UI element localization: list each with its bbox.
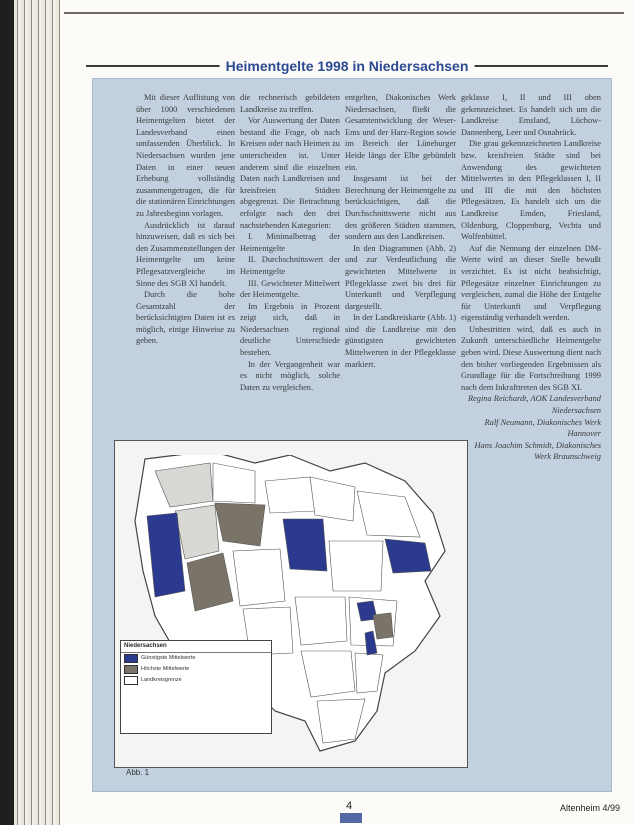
legend-item [121,653,271,664]
legend-item [121,664,271,675]
page-tab-marker [340,813,362,823]
paragraph: Die grau gekennzeichneten Landkreise bzw. kreisfreien Städte sind bei Anwendung des gewichteten Mittelwertes in den Pflegeklassen I, II und III die mit den höchsten Pflegesätzen. Es handelt sich um die Landkreise Emden, Friesland, Oldenburg, Cloppenburg, Vechta und Wolfenbüttel. [461,139,601,242]
paragraph: Auf die Nennung der einzelnen DM-Werte wird an dieser Stelle bewußt verzichtet. Es ist nicht beabsichtigt, Pflegesätze einzelner Einrichtungen zu vergleichen, zumal die Höhe der Entgelte für Unterkunft und Verpflegung eigenständig verhandelt werden. [461,243,601,323]
legend-swatch [124,654,138,663]
page-top-rule [64,12,624,14]
page-edges [14,0,60,825]
text-column-1 [136,92,235,440]
paragraph: entgelten, Diakonisches Werk Niedersachsen, fließt die Gesamtentwicklung der Weser-Ems und der Harz-Region sowie im Bereich der Lüneburger Heide längs der Elbe gebündelt ein. [345,93,456,172]
legend-title: Niedersachsen [121,641,271,653]
map-top-band [115,441,467,455]
paragraph: Insgesamt ist bei der Berechnung der Heimentgelte zu berücksichtigen, daß die Durchschnittswerte nicht aus den größeren Städten stammen, sondern aus den Landkreisen. [345,174,456,242]
map-legend [120,640,272,734]
paragraph: Unbestritten wird, daß es auch in Zukunft unterschiedliche Heimentgelte geben wird. Diese Auswertung dient nach den bisher vorliegenden Ergebnissen als Grundlage für die Fortschreibung 1999 nach dem Inkrafttreten des SGB XI. [461,324,601,392]
paragraph: III. Gewichteter Mittelwert der Heimentgelte. [240,278,340,300]
paragraph: die rechnerisch gebildeten Landkreise zu treffen. [240,93,340,114]
legend-label: Landkreisgrenze [141,677,182,683]
paragraph: In der Landkreiskarte (Abb. 1) sind die Landkreise mit den günstigsten gewichteten Mittelwerten in der Pflegeklasse markiert. [345,313,456,369]
legend-label: Günstigste Mittelwerte [141,655,196,661]
text-column-4 [461,92,601,792]
paragraph: Vor Auswertung der Daten bestand die Frage, ob nach Kreisen oder nach Heimen zu unterscheiden ist. Unter anderem sind die einzelnen Daten nach Landkreisen und kreisfreien Städten abgegrenzt. Die Betrachtung erfolgte nach den drei nachstehenden Kategorien: [240,116,340,230]
region-shape [385,539,431,573]
text-column-3 [345,92,456,422]
region-shape [215,503,265,546]
legend-swatch [124,676,138,685]
region-shape [283,519,327,571]
paragraph: Im Ergebnis in Prozent zeigt sich, daß in Niedersachsen regional deutliche Unterschiede bestehen. [240,301,340,358]
figure-label: Abb. 1 [126,768,150,777]
paragraph: Ausdrücklich ist darauf hinzuweisen, daß es sich bei den Zusammenstellungen der Heimentgelte um keine Pflegesatzvergleiche im Sinne des SGB XI handelt. [136,220,235,288]
region-shape [233,549,285,606]
book-binding [0,0,14,825]
text-column-2 [240,92,340,422]
region-shape [329,541,383,591]
region-shape [265,477,315,513]
legend-item [121,675,271,686]
paragraph: Mit dieser Auflistung von über 1000 verschiedenen Heimentgelten bietet der Landesverband einen umfassenden Überblick. In Niedersachsen wurden jene Daten in einer neuen Erhebung vollständig zusammengetragen, die für die stationären Einrichtungen zu Jahresbeginn vorlagen. [136,93,235,218]
legend-swatch [124,665,138,674]
section-header [86,56,608,76]
paragraph: I. Minimalbetrag der Heimentgelte [240,232,340,253]
paragraph: II. Durchschnittswert der Heimentgelte [240,255,340,276]
page-number: 4 [346,800,353,812]
magazine-issue: Altenheim 4/99 [560,803,621,813]
legend-label: Höchste Mittelwerte [141,666,190,672]
paragraph: In der Vergangenheit war es nicht möglich, solche Daten zu vergleichen. [240,359,340,392]
author-signature: Ralf Neumann, Diakonisches Werk Hannover [484,417,601,439]
paragraph: In den Diagrammen (Abb. 2) und zur Verdeutlichung die gewichteten Mittelwerte in Pflegeklasse zwei bis drei für Unterkunft und Verpflegung dargestellt. [345,243,456,311]
page-title: Heimentgelte 1998 in Niedersachsen [220,56,475,76]
paragraph: Durch die hohe Gesamtzahl der berücksichtigten Daten ist es möglich, einige Hinweise zu geben. [136,290,235,346]
author-signature: Regina Reichardt, AOK Landesverband Niedersachsen [467,394,601,416]
author-signature: Hans Joachim Schmidt, Diakonisches Werk Braunschweig [474,440,601,462]
region-shape [295,597,347,645]
paragraph: geklasse I, II und III oben gekennzeichnet. Es handelt sich um die Landkreise Emsland, Lüchow-Dannenberg, Leer und Osnabrück. [461,93,601,137]
